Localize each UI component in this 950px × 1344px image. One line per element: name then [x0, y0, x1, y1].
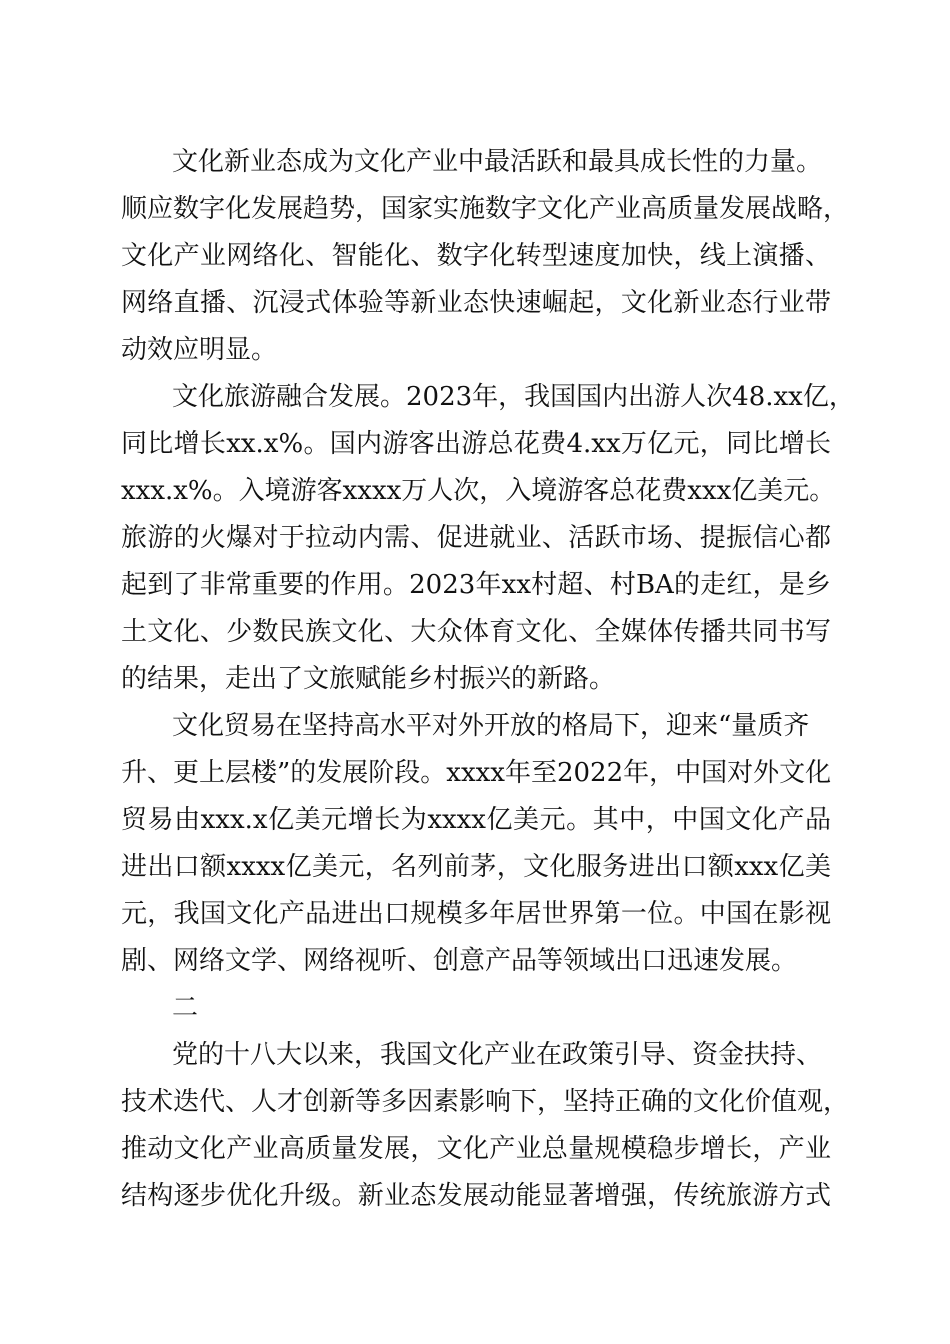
paragraph-3-line-5: 元，我国文化产品进出口规模多年居世界第一位。中国在影视: [121, 899, 831, 929]
paragraph-2-line-1: 文化旅游融合发展。2023年，我国国内出游人次48.xx亿，: [172, 382, 855, 412]
paragraph-1-line-3: 文化产业网络化、智能化、数字化转型速度加快，线上演播、: [121, 241, 831, 271]
paragraph-1-line-5: 动效应明显。: [121, 335, 278, 365]
paragraph-3-line-6: 剧、网络文学、网络视听、创意产品等领域出口迅速发展。: [121, 946, 798, 976]
section-heading: 二: [172, 993, 199, 1023]
paragraph-1-line-1: 文化新业态成为文化产业中最活跃和最具成长性的力量。: [172, 147, 823, 177]
paragraph-2-line-5: 起到了非常重要的作用。2023年xx村超、村BA的走红，是乡: [121, 570, 831, 600]
paragraph-3-line-1: 文化贸易在坚持高水平对外开放的格局下，迎来“量质齐: [172, 711, 810, 741]
paragraph-2-line-7: 的结果，走出了文旅赋能乡村振兴的新路。: [121, 664, 616, 694]
paragraph-3-line-2: 升、更上层楼”的发展阶段。xxxx年至2022年，中国对外文化: [121, 758, 832, 788]
paragraph-4-line-1: 党的十八大以来，我国文化产业在政策引导、资金扶持、: [172, 1040, 823, 1070]
paragraph-2-line-2: 同比增长xx.x%。国内游客出游总花费4.xx万亿元，同比增长: [121, 429, 831, 459]
paragraph-3-line-3: 贸易由xxx.x亿美元增长为xxxx亿美元。其中，中国文化产品: [121, 805, 831, 835]
paragraph-4-line-2: 技术迭代、人才创新等多因素影响下，坚持正确的文化价值观，: [121, 1087, 850, 1117]
paragraph-2-line-3: xxx.x%。入境游客xxxx万人次，入境游客总花费xxx亿美元。: [121, 476, 836, 506]
paragraph-2-line-6: 土文化、少数民族文化、大众体育文化、全媒体传播共同书写: [121, 617, 831, 647]
paragraph-1-line-4: 网络直播、沉浸式体验等新业态快速崛起，文化新业态行业带: [121, 288, 831, 318]
paragraph-1-line-2: 顺应数字化发展趋势，国家实施数字文化产业高质量发展战略，: [121, 194, 850, 224]
paragraph-4-line-4: 结构逐步优化升级。新业态发展动能显著增强，传统旅游方式: [121, 1181, 831, 1211]
paragraph-2-line-4: 旅游的火爆对于拉动内需、促进就业、活跃市场、提振信心都: [121, 523, 831, 553]
paragraph-3-line-4: 进出口额xxxx亿美元，名列前茅，文化服务进出口额xxx亿美: [121, 852, 831, 882]
paragraph-4-line-3: 推动文化产业高质量发展，文化产业总量规模稳步增长，产业: [121, 1134, 831, 1164]
